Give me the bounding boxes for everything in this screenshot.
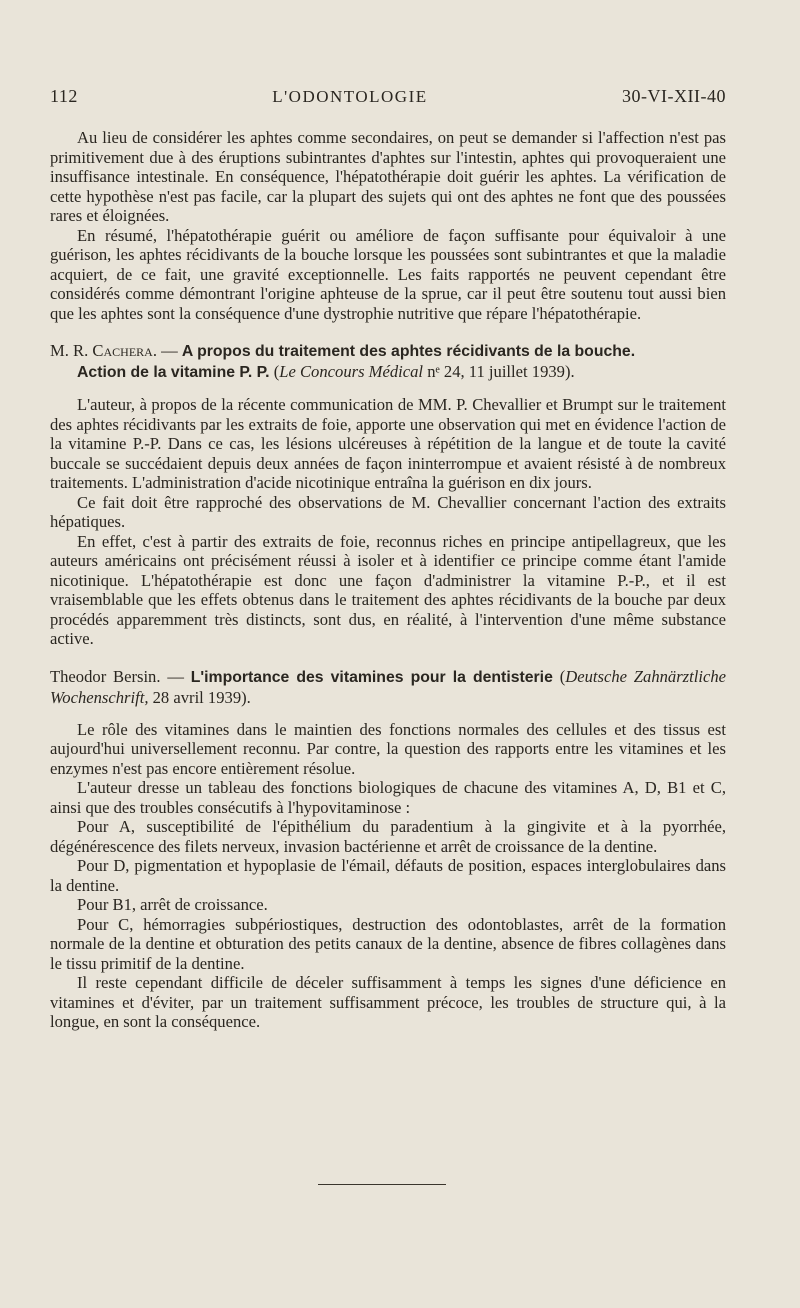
review-entry-heading: [50, 667, 726, 708]
issue-number: 30-VI-XII-40: [622, 86, 726, 106]
entry-dash: —: [156, 341, 182, 360]
paragraph: Pour D, pigmentation et hypoplasie de l'émail, défauts de position, espaces interglobulaires dans la dentine.: [50, 856, 726, 895]
entry-title-continued: [50, 362, 726, 383]
entry-author: Theodor Bersin.: [50, 666, 161, 686]
source-open: (: [269, 362, 280, 381]
section-end-rule: [318, 1184, 446, 1185]
entry-title-line2: Action de la vitamine P. P.: [77, 364, 270, 381]
review-entry-heading: [50, 341, 726, 383]
paragraph: En effet, c'est à partir des extraits de foie, reconnus riches en principe antipellagreux, que les auteurs américains ont précisément réussi à isoler et à identifier ce principe comme étant l'amide nicotinique. L'hépatothérapie est donc une façon d'administrer la vitamine P.-P., et il est vraisemblable que les effets obtenus dans le traitement des aphtes récidivants de la bouche par deux procédés apparemment très distincts, sont dus, en réalité, à l'intervention d'une même substance active.: [50, 531, 726, 648]
page-number: 112: [50, 86, 78, 106]
running-header: [50, 86, 726, 107]
paragraph: Pour B1, arrêt de croissance.: [77, 895, 268, 914]
article-body: [50, 128, 726, 1032]
paragraph: Le rôle des vitamines dans le maintien des fonctions normales des cellules et des tissus est aujourd'hui universellement reconnu. Par contre, la question des rapports entre les vitamines et les enzymes n'est pas encore entièrement résolue.: [50, 719, 726, 778]
source-details: nᵉ 24, 11 juillet 1939).: [423, 362, 575, 381]
journal-title: L'ODONTOLOGIE: [272, 87, 428, 106]
source-journal: Deutsche Zahnärztliche Wochenschrift,: [50, 666, 726, 707]
entry-title: L'importance des vitamines pour la dentisterie: [190, 668, 553, 686]
paragraph: En résumé, l'hépatothérapie guérit ou améliore de façon suffisante pour équivaloir à une guérison, les aphtes récidivants de la bouche lorsque les poussées sont subintrantes et que la maladie acquiert, de ce fait, une gravité exceptionnelle. Les faits rapportés ne peuvent cependant être considérés comme démontrant l'origine aphteuse de la sprue, car il peut être soutenu tout aussi bien que les aphtes sont la conséquence d'une dystrophie nutritive que répare l'hépatothérapie.: [50, 225, 726, 323]
paragraph: L'auteur, à propos de la récente communication de MM. P. Chevallier et Brumpt sur le traitement des aphtes récidivants par les extraits de foie, apporte une observation qui met en évidence l'action de la vitamine P.-P. Dans ce cas, les lésions ulcéreuses à répétition de la langue et de toute la cavité buccale se succédaient depuis deux années de façon ininterrompue et avaient résisté à de nombreux traitements. L'administration d'acide nicotinique entraîna la guérison en dix jours.: [50, 395, 726, 492]
entry-author: M. R. Cachera.: [50, 341, 157, 360]
paragraph: Au lieu de considérer les aphtes comme secondaires, on peut se demander si l'affection n'est pas primitivement due à des éruptions subintrantes d'aphtes sur l'intestin, aphtes qui provoqueraient une insuffisance intestinale. En conséquence, l'hépatothérapie doit guérir les aphtes. La vérification de cette hypothèse n'est pas facile, car la plupart des sujets qui ont des aphtes ne font que des poussées rares et éloignées.: [50, 128, 726, 225]
paragraph: Ce fait doit être rapproché des observations de M. Chevallier concernant l'action des extraits hépatiques.: [50, 492, 726, 531]
paragraph: Pour C, hémorragies subpériostiques, destruction des odontoblastes, arrêt de la formation normale de la dentine et obturation des petits canaux de la dentine, absence de fibres collagènes dans le tissu primitif de la dentine.: [50, 914, 726, 973]
paragraph: L'auteur dresse un tableau des fonctions biologiques de chacune des vitamines A, D, B1 et C, ainsi que des troubles consécutifs à l'hypovitaminose :: [50, 778, 726, 817]
source-journal: Le Concours Médical: [279, 362, 424, 381]
paragraph: Pour A, susceptibilité de l'épithélium du paradentium à la gingivite et à la pyorrhée, dégénérescence des filets nerveux, invasion bactérienne et arrêt de croissance de la dentine.: [50, 817, 726, 856]
source-details: 28 avril 1939).: [148, 687, 251, 707]
paragraph: Il reste cependant difficile de déceler suffisamment à temps les signes d'une déficience en vitamines et d'éviter, par un traitement suffisamment précoce, les troubles de structure qui, à la longue, en sont la conséquence.: [50, 973, 726, 1031]
entry-dash: —: [160, 666, 191, 686]
entry-title: A propos du traitement des aphtes récidivants de la bouche.: [181, 343, 636, 360]
source-open: (: [552, 666, 566, 686]
